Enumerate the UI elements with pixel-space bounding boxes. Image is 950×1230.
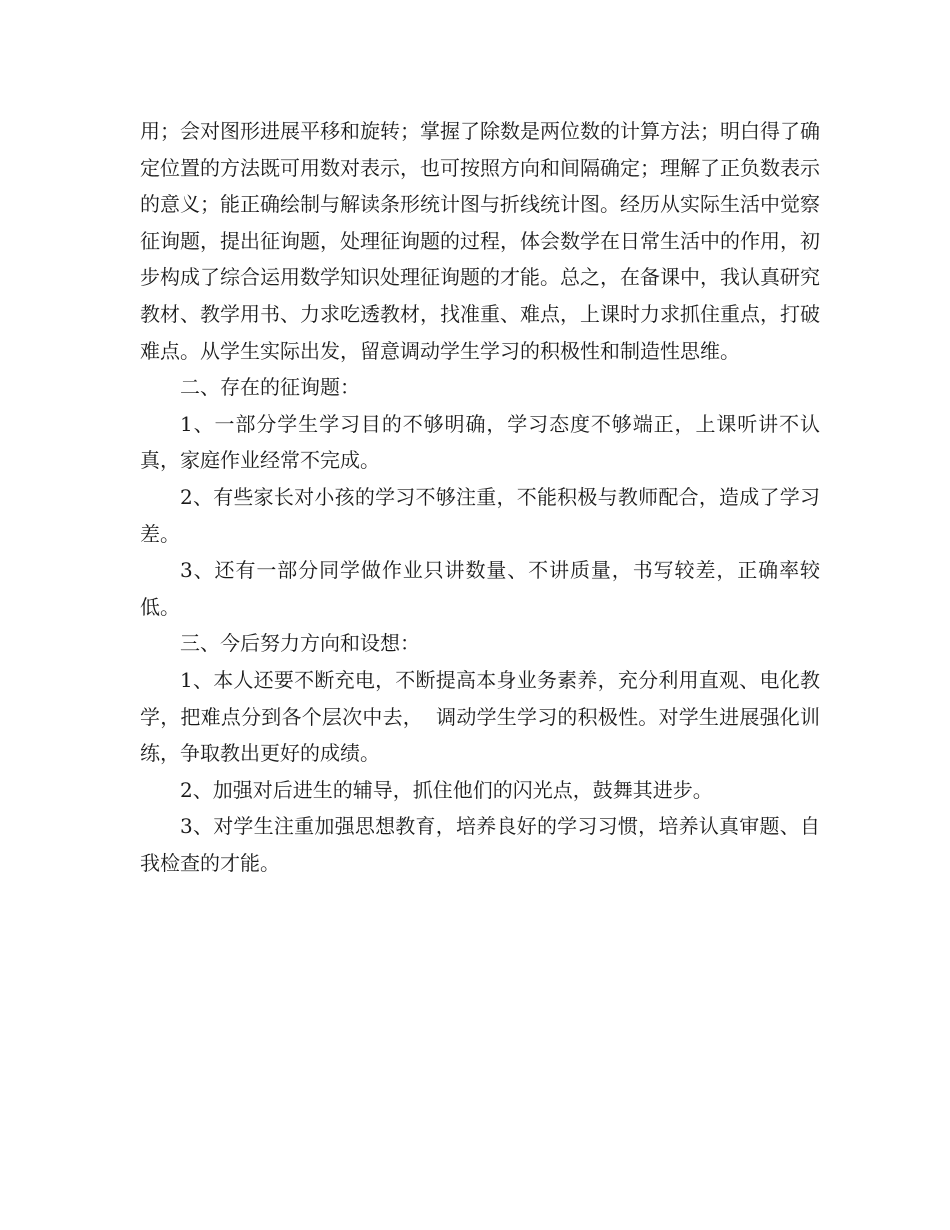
paragraph-problem-1: 1、一部分学生学习目的不够明确，学习态度不够端正，上课听讲不认真，家庭作业经常不完成。 <box>140 411 820 473</box>
paragraph-problem-3: 3、还有一部分同学做作业只讲数量、不讲质量，书写较差，正确率较低。 <box>140 558 820 619</box>
paragraph-plan-1: 1、本人还要不断充电，不断提高本身业务素养，充分利用直观、电化教学，把难点分到各个层次中去， 调动学生学习的积极性。对学生进展强化训练，争取教出更好的成绩。 <box>140 667 820 766</box>
paragraph-problem-2: 2、有些家长对小孩的学习不够注重，不能积极与教师配合，造成了学习差。 <box>140 484 820 546</box>
paragraph-plan-3: 3、对学生注重加强思想教育，培养良好的学习习惯，培养认真审题、自我检查的才能。 <box>140 814 820 875</box>
paragraph-intro-continuation: 用；会对图形进展平移和旋转；掌握了除数是两位数的计算方法；明白得了确定位置的方法既可用数对表示，也可按照方向和间隔确定；理解了正负数表示的意义；能正确绘制与解读条形统计图与折线统计图。经历从实际生活中觉察征询题，提出征询题，处理征询题的过程，体会数学在日常生活中的作用，初步构成了综合运用数学知识处理征询题的才能。总之，在备课中，我认真研究教材、教学用书、力求吃透教材，找准重、难点，上课时力求抓住重点，打破难点。从学生实际出发，留意调动学生学习的积极性和制造性思维。 <box>140 119 820 363</box>
document-body <box>140 113 820 881</box>
paragraph-plan-2: 2、加强对后进生的辅导，抓住他们的闪光点，鼓舞其进步。 <box>180 777 713 802</box>
section-heading-plans: 三、今后努力方向和设想： <box>180 631 420 656</box>
section-heading-problems: 二、存在的征询题： <box>180 375 360 400</box>
